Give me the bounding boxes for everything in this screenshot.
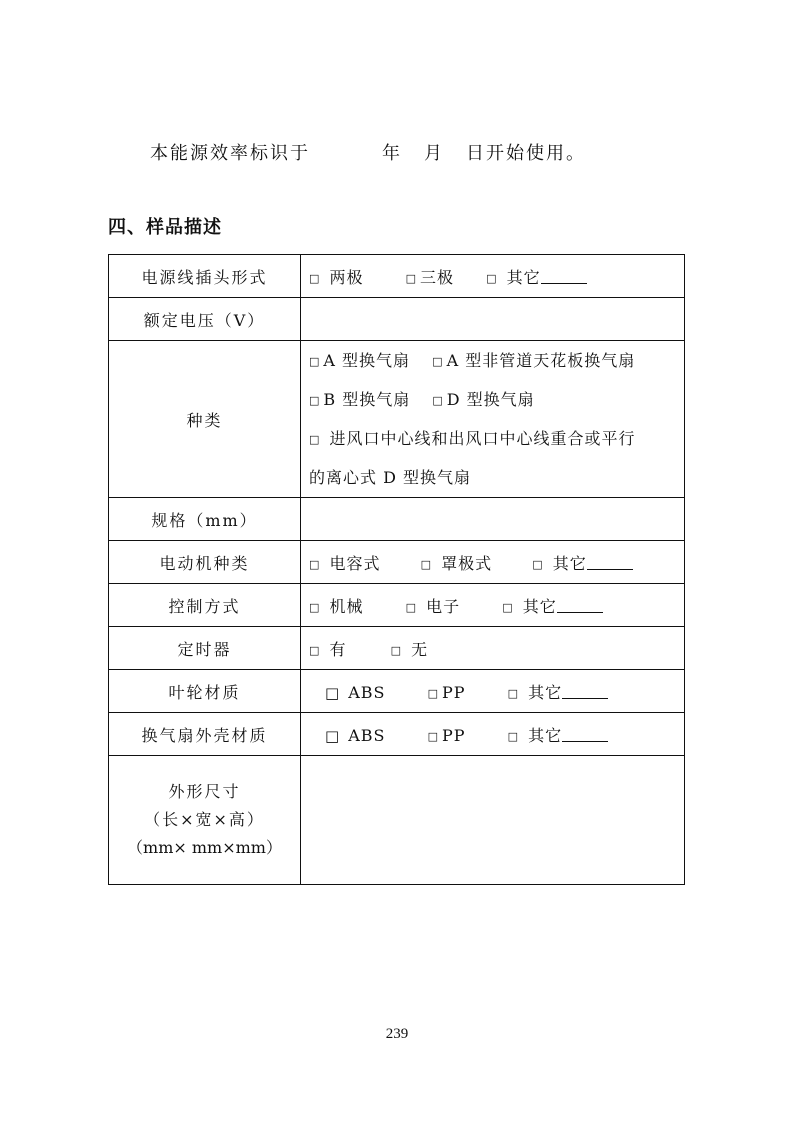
option-no[interactable]: □ 无 [390,639,429,659]
label-housing-material: 换气扇外壳材质 [109,713,301,756]
value-spec[interactable] [301,498,685,541]
checkbox-icon[interactable]: □ [432,394,444,407]
option-other[interactable]: □ 其它 [486,265,587,288]
value-housing-material [301,713,685,756]
checkbox-icon[interactable]: □ [309,433,321,446]
type-line-4: 的离心式 D 型换气扇 [309,468,472,487]
intro-text-start: 本能源效率标识于 [150,143,310,164]
label-type: 种类 [109,341,301,498]
checkbox-icon[interactable]: □ [309,394,321,407]
option-other[interactable]: □ 其它 [508,723,609,746]
page-number: 239 [385,1026,409,1042]
checkbox-icon[interactable]: □ [325,726,341,745]
option-pp[interactable]: □ PP [427,725,466,745]
other-fill-blank[interactable] [557,598,603,613]
checkbox-icon[interactable]: □ [486,271,498,285]
row-impeller-material [109,670,685,713]
label-impeller-material: 叶轮材质 [109,670,301,713]
checkbox-icon[interactable]: □ [507,729,519,743]
row-timer [109,627,685,670]
option-abs[interactable]: □ ABS [325,682,386,702]
checkbox-icon[interactable]: □ [420,557,433,571]
option-type-a-non-duct-ceiling[interactable]: □ A 型非管道天花板换气扇 [432,351,636,370]
row-rated-voltage [109,298,685,341]
checkbox-icon[interactable]: □ [532,557,544,571]
value-dimensions[interactable] [301,756,685,885]
checkbox-icon[interactable]: □ [427,729,439,743]
checkbox-icon[interactable]: □ [427,686,439,700]
option-shaded-pole[interactable]: □ 罩极式 [420,553,493,573]
option-other[interactable]: □ 其它 [532,551,633,574]
label-timer: 定时器 [109,627,301,670]
type-line-2 [309,380,684,419]
option-electronic[interactable]: □ 电子 [405,596,461,616]
label-spec: 规格（mm） [109,498,301,541]
value-motor-type [301,541,685,584]
checkbox-icon[interactable]: □ [502,600,514,614]
intro-sentence [150,139,586,165]
intro-day-text: 日开始使用。 [466,143,586,164]
option-type-d[interactable]: □ D 型换气扇 [432,390,535,409]
option-two-pole[interactable]: □ 两极 [309,267,364,287]
option-type-centrifugal-d[interactable]: □ 进风口中心线和出风口中心线重合或平行 [309,429,636,448]
label-dimensions [109,756,301,885]
label-plug-type: 电源线插头形式 [109,255,301,298]
option-other[interactable]: □ 其它 [502,594,603,617]
label-motor-type: 电动机种类 [109,541,301,584]
intro-year: 年 [382,143,402,164]
value-rated-voltage[interactable] [301,298,685,341]
intro-month: 月 [424,143,444,164]
row-housing-material [109,713,685,756]
checkbox-icon[interactable]: □ [405,271,418,285]
row-type [109,341,685,498]
row-plug-type [109,255,685,298]
option-yes[interactable]: □ 有 [309,639,347,659]
dimensions-label-line-1: 外形尺寸 [168,782,241,801]
row-spec [109,498,685,541]
checkbox-icon[interactable]: □ [432,355,444,368]
type-line-1 [309,341,684,380]
value-timer [301,627,685,670]
checkbox-icon[interactable]: □ [507,686,519,700]
row-control-method [109,584,685,627]
checkbox-icon[interactable]: □ [309,557,321,571]
dimensions-label-line-2: （长×宽×高） [144,810,265,829]
option-mechanical[interactable]: □ 机械 [309,596,364,616]
option-type-b[interactable]: □ B 型换气扇 [309,390,411,409]
option-capacitor[interactable]: □ 电容式 [309,553,381,573]
type-line-3 [309,419,684,458]
checkbox-icon[interactable]: □ [325,683,341,702]
sample-description-table [108,254,685,885]
value-type [301,341,685,498]
value-control-method [301,584,685,627]
other-fill-blank[interactable] [562,727,608,742]
option-type-a[interactable]: □ A 型换气扇 [309,351,411,370]
checkbox-icon[interactable]: □ [309,355,321,368]
value-impeller-material [301,670,685,713]
row-dimensions [109,756,685,885]
option-abs[interactable]: □ ABS [325,725,386,745]
checkbox-icon[interactable]: □ [309,600,321,614]
dimensions-label-line-3: （mm× mm×mm） [127,838,282,857]
label-rated-voltage: 额定电压（V） [109,298,301,341]
option-other[interactable]: □ 其它 [508,680,609,703]
row-motor-type [109,541,685,584]
other-fill-blank[interactable] [562,684,608,699]
label-control-method: 控制方式 [109,584,301,627]
section-title: 四、样品描述 [108,217,222,238]
checkbox-icon[interactable]: □ [405,600,418,614]
option-three-pole[interactable]: □ 三极 [405,267,455,287]
option-pp[interactable]: □ PP [427,682,466,702]
other-fill-blank[interactable] [541,269,587,284]
value-plug-type [301,255,685,298]
checkbox-icon[interactable]: □ [309,271,321,285]
other-fill-blank[interactable] [587,555,633,570]
checkbox-icon[interactable]: □ [390,643,403,657]
checkbox-icon[interactable]: □ [309,643,321,657]
